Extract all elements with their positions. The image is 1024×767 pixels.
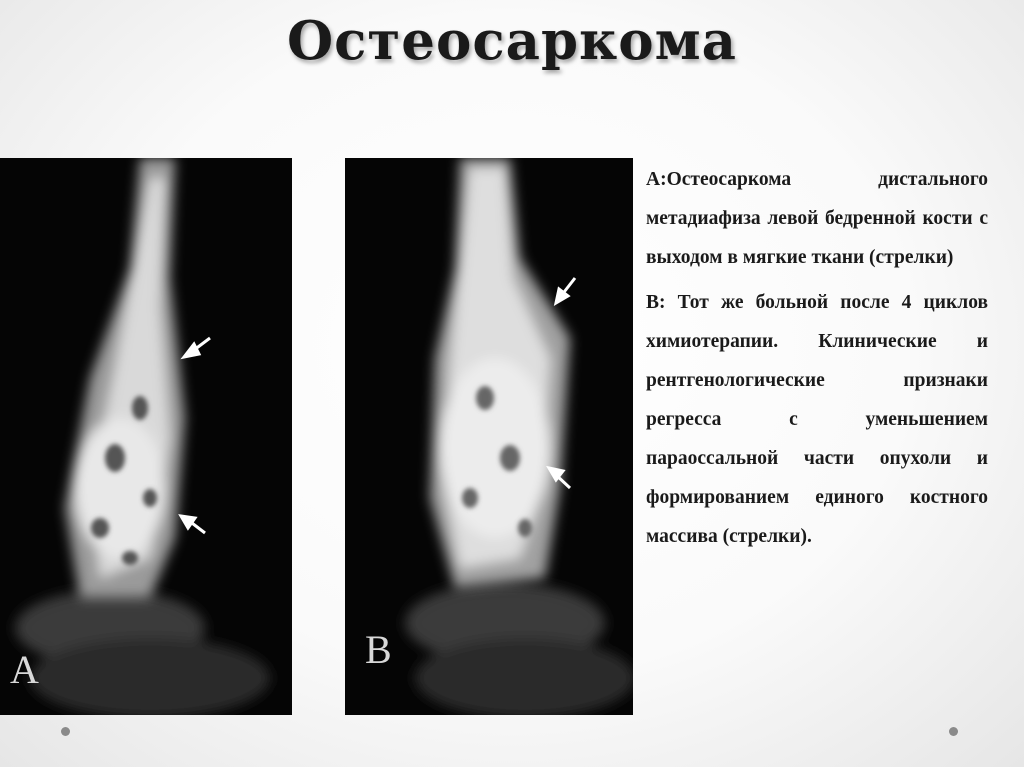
slide-bullet-right: [949, 727, 958, 736]
slide-bullet-left: [61, 727, 70, 736]
image-label-a: A: [10, 647, 39, 692]
femur-bone: [65, 158, 185, 598]
femur-bone: [430, 158, 570, 588]
knee-joint: [405, 583, 633, 715]
description-text: [646, 160, 988, 562]
description-paragraph-a: A:Остеосаркома дистального метадиафиза левой бедренной кости с выходом в мягкие ткани (стрелки): [646, 169, 988, 268]
description-paragraph-b: B: Тот же больной после 4 циклов химиотерапии. Клинические и рентгенологические признаки регресса с уменьшением параоссальной части опухоли и формированием единого костного массива (стрелки).: [646, 292, 988, 547]
image-label-b: B: [365, 627, 392, 672]
xray-image-b: [345, 158, 633, 715]
slide-title: Остеосаркома: [286, 10, 738, 72]
arrow-icon: [184, 338, 210, 357]
knee-joint: [15, 590, 270, 715]
xray-a-drawing: [0, 158, 292, 715]
arrow-icon: [181, 516, 205, 533]
arrow-icon: [556, 278, 575, 303]
xray-image-a: [0, 158, 292, 715]
